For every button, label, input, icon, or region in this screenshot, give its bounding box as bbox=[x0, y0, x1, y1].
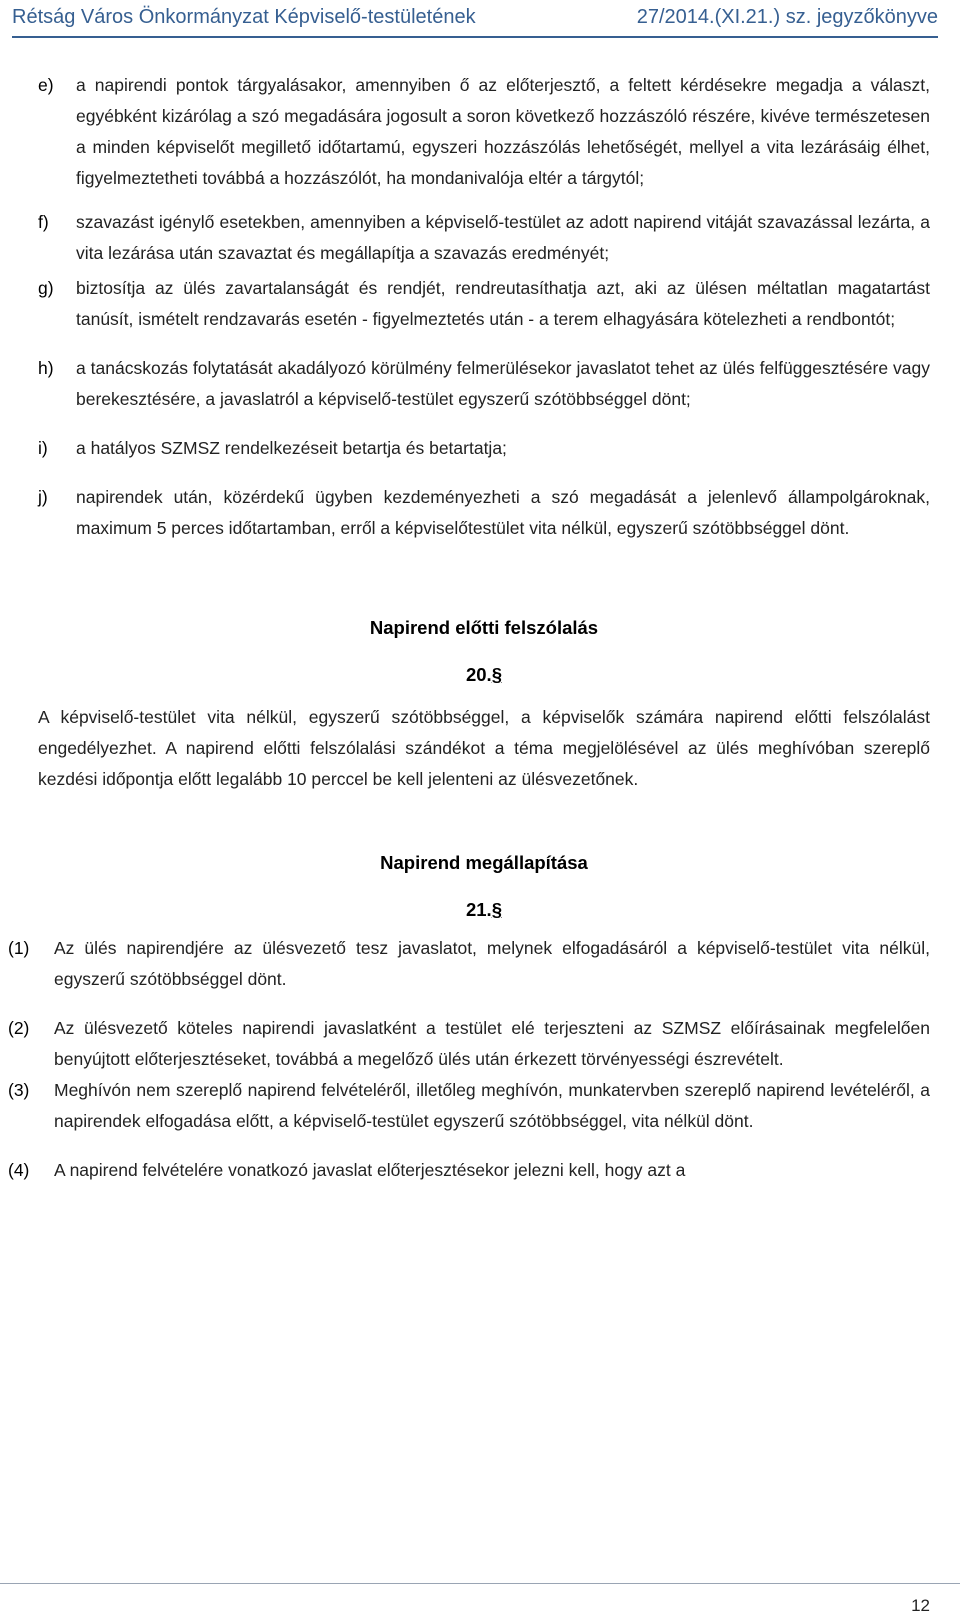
list-item-text: a tanácskozás folytatását akadályozó körülmény felmerülésekor javaslatot tehet az ülés felfüggesztésére vagy berekesztésére, a javaslatról a képviselő-testület egyszerű szótöbbséggel dönt; bbox=[76, 358, 930, 409]
document-body bbox=[8, 70, 930, 1186]
paragraph-number: 21. bbox=[465, 899, 492, 920]
numbered-item-3 bbox=[8, 1075, 930, 1137]
section-sign: § bbox=[491, 664, 502, 685]
page-header bbox=[0, 0, 960, 40]
item-number: (1) bbox=[8, 938, 30, 958]
footer-divider bbox=[0, 1583, 960, 1584]
list-item-i bbox=[38, 433, 930, 464]
item-text: Az ülés napirendjére az ülésvezető tesz javaslatot, melynek elfogadásáról a képviselő-testület vita nélkül, egyszerű szótöbbséggel dönt. bbox=[54, 938, 930, 989]
paragraph-number-21 bbox=[38, 894, 930, 925]
list-item-text: napirendek után, közérdekű ügyben kezdeményezheti a szó megadását a jelenlevő állampolgároknak, maximum 5 perces időtartamban, erről a képviselőtestület vita nélkül, egyszerű szótöbbséggel dönt. bbox=[76, 487, 930, 538]
item-text: Az ülésvezető köteles napirendi javaslatként a testület elé terjeszteni az SZMSZ előírásainak megfelelően benyújtott előterjesztéseket, továbbá a megelőző ülés után érkezett törvényességi észrevételt. bbox=[54, 1018, 930, 1069]
list-item-text: a hatályos SZMSZ rendelkezéseit betartja és betartatja; bbox=[76, 438, 507, 458]
list-marker: g) bbox=[38, 278, 54, 298]
list-item-text: szavazást igénylő esetekben, amennyiben a képviselő-testület az adott napirend vitáját szavazással lezárta, a vita lezárása után szavaztat és megállapítja a szavazás eredményét; bbox=[76, 212, 930, 263]
list-item-text: biztosítja az ülés zavartalanságát és rendjét, rendreutasíthatja azt, aki az ülésen méltatlan magatartást tanúsít, ismételt rendzavarás esetén - figyelmeztetés után - a terem elhagyására kötelezheti a rendbontót; bbox=[76, 278, 930, 329]
numbered-item-1 bbox=[8, 933, 930, 995]
section-heading-20: Napirend előtti felszólalás bbox=[369, 617, 599, 638]
item-number: (4) bbox=[8, 1160, 30, 1180]
numbered-item-2 bbox=[8, 1013, 930, 1075]
item-number: (2) bbox=[8, 1018, 30, 1038]
item-number: (3) bbox=[8, 1080, 30, 1100]
item-text: Meghívón nem szereplő napirend felvételéről, illetőleg meghívón, munkatervben szereplő napirend levételéről, a napirendek elfogadása előtt, a képviselő-testület egyszerű szótöbbséggel, vita nélkül dönt. bbox=[54, 1080, 930, 1131]
page-number: 12 bbox=[911, 1596, 930, 1615]
list-item-e bbox=[38, 70, 930, 194]
item-text: A napirend felvételére vonatkozó javaslat előterjesztésekor jelezni kell, hogy azt a bbox=[54, 1160, 686, 1180]
section-20-body: A képviselő-testület vita nélkül, egyszerű szótöbbséggel, a képviselők számára napirend előtti felszólalást engedélyezhet. A napirend előtti felszólalási szándékot a téma megjelölésével az ülés meghívóban szereplő kezdési időpontja előtt legalább 10 perccel be kell jelenteni az ülésvezetőnek. bbox=[38, 707, 930, 789]
list-item-g bbox=[38, 273, 930, 335]
list-item-h bbox=[38, 353, 930, 415]
list-marker: h) bbox=[38, 358, 54, 378]
paragraph-number-20 bbox=[38, 659, 930, 690]
list-marker: i) bbox=[38, 438, 48, 458]
list-item-text: a napirendi pontok tárgyalásakor, amennyiben ő az előterjesztő, a feltett kérdésekre megadja a választ, egyébként kizárólag a szó megadására jogosult a soron következő hozzászóló részére, kivéve természetesen a minden képviselőt megillető időtartamú, egyszeri hozzászólás lehetőségét, mellyel a vita lezárásáig élhet, figyelmeztetheti továbbá a hozzászólót, ha mondanivalója eltér a tárgytól; bbox=[76, 75, 930, 188]
header-title: Rétság Város Önkormányzat Képviselő-testületének bbox=[12, 6, 476, 28]
paragraph-number: 20. bbox=[465, 664, 492, 685]
list-marker: e) bbox=[38, 75, 54, 95]
header-minutes-number: 27/2014.(XI.21.) sz. jegyzőkönyve bbox=[636, 6, 938, 28]
header-divider bbox=[12, 36, 938, 38]
list-item-j bbox=[38, 482, 930, 544]
list-item-f bbox=[38, 207, 930, 269]
numbered-item-4 bbox=[8, 1155, 930, 1186]
list-marker: f) bbox=[38, 212, 49, 232]
section-sign: § bbox=[491, 899, 502, 920]
list-marker: j) bbox=[38, 487, 48, 507]
section-heading-21: Napirend megállapítása bbox=[380, 852, 588, 873]
